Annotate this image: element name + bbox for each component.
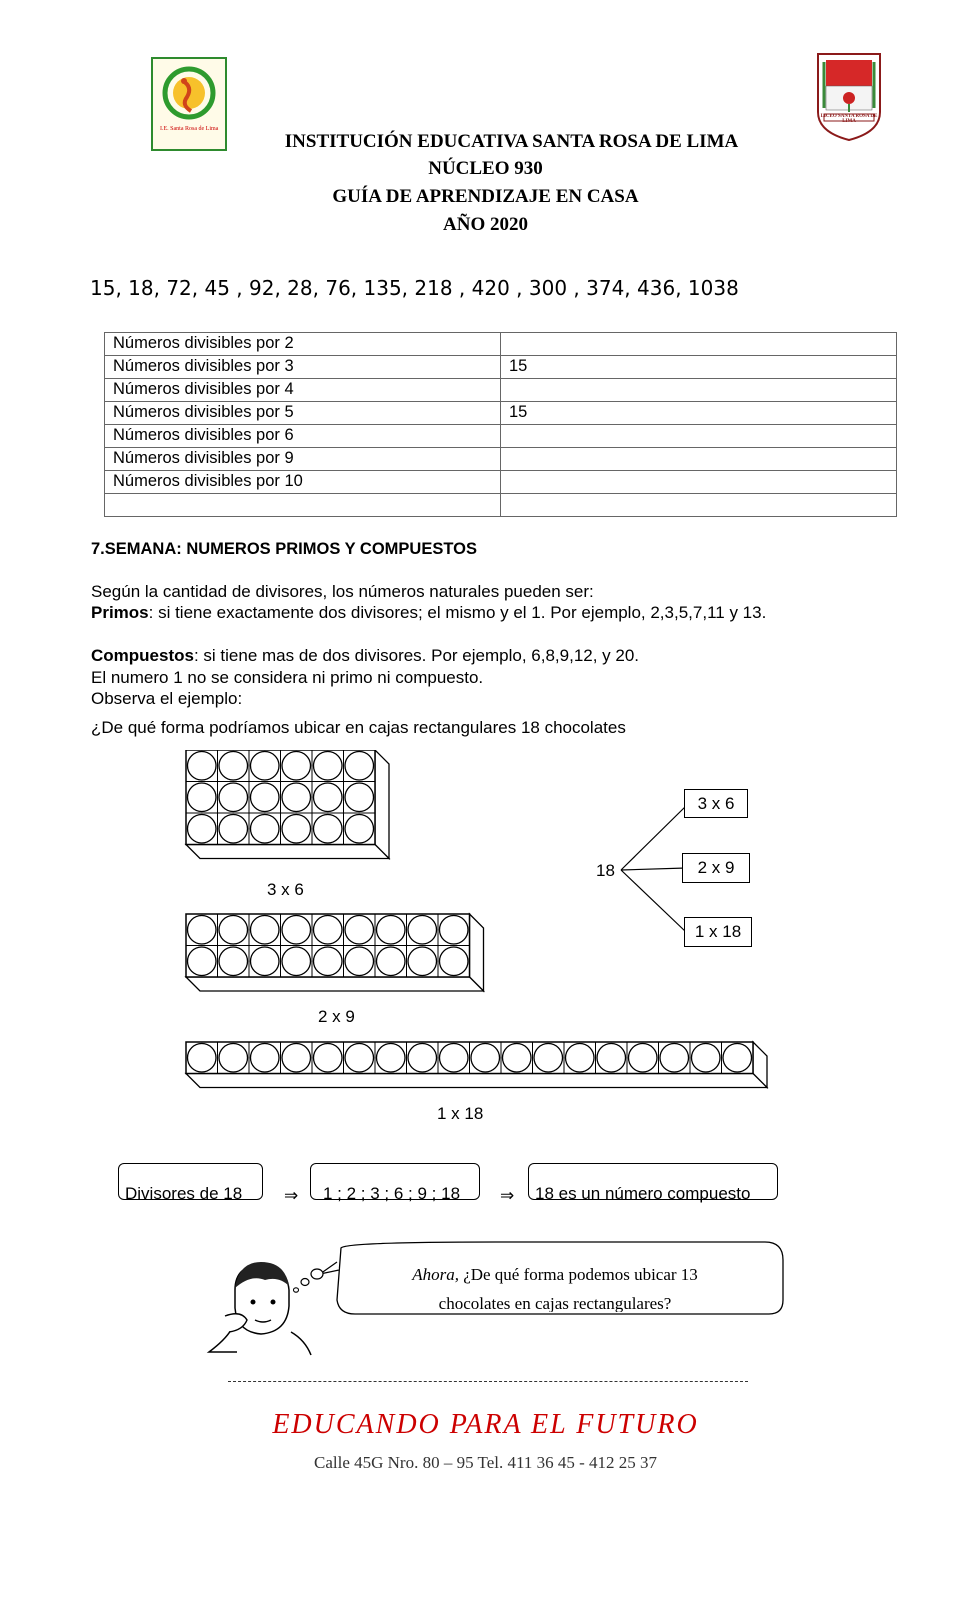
table-row: [105, 402, 897, 425]
table-row: [105, 356, 897, 379]
footer-divider: [228, 1381, 748, 1382]
divisores-label-box: [118, 1163, 263, 1203]
chocolate-piece: [282, 1044, 311, 1073]
row-label: Números divisibles por 9: [105, 448, 501, 471]
chocolate-piece: [219, 815, 248, 844]
bubble-line-2: chocolates en cajas rectangulares?: [438, 1294, 672, 1312]
note-one: El numero 1 no se considera ni primo ni compuesto.: [91, 668, 484, 687]
section-title: 7.SEMANA: NUMEROS PRIMOS Y COMPUESTOS: [91, 540, 477, 558]
row-value[interactable]: 15: [501, 402, 897, 425]
chocolate-piece: [188, 815, 217, 844]
row-value[interactable]: [501, 333, 897, 356]
arrow-icon: ⇒: [284, 1186, 299, 1205]
chocolate-piece: [314, 916, 343, 945]
divisores-list: 1 ; 2 ; 3 ; 6 ; 9 ; 18: [323, 1184, 461, 1203]
header-nucleo: NÚCLEO 930: [428, 158, 543, 179]
chocolate-piece: [251, 752, 280, 781]
footer-motto: EDUCANDO PARA EL FUTURO: [272, 1409, 699, 1440]
chocolate-piece: [440, 916, 469, 945]
chocolate-piece: [345, 752, 374, 781]
tree-branch-2x9: 2 x 9: [682, 853, 750, 883]
row-value[interactable]: [501, 448, 897, 471]
chocolate-piece: [345, 916, 374, 945]
tree-branch-3x6: 3 x 6: [684, 789, 748, 818]
chocolate-piece: [629, 1044, 658, 1073]
chocolate-piece: [440, 947, 469, 976]
observe-text: Observa el ejemplo:: [91, 689, 243, 708]
box-2x9: [186, 914, 484, 991]
tree-branch-1x18: 1 x 18: [684, 917, 752, 947]
chocolate-piece: [282, 815, 311, 844]
chocolate-piece: [188, 947, 217, 976]
chocolate-piece: [471, 1044, 500, 1073]
chocolate-piece: [188, 1044, 217, 1073]
chocolate-piece: [534, 1044, 563, 1073]
conclusion-box: [528, 1163, 778, 1203]
chocolate-piece: [314, 947, 343, 976]
row-value[interactable]: [501, 471, 897, 494]
chocolate-piece: [251, 815, 280, 844]
chocolate-piece: [440, 1044, 469, 1073]
chocolate-piece: [345, 815, 374, 844]
chocolate-piece: [188, 752, 217, 781]
chocolate-piece: [251, 1044, 280, 1073]
compuestos-text: : si tiene mas de dos divisores. Por ejemplo, 6,8,9,12, y 20.: [193, 646, 640, 665]
table-row: [105, 471, 897, 494]
chocolate-piece: [219, 1044, 248, 1073]
chocolate-piece: [377, 916, 406, 945]
chocolate-piece: [188, 783, 217, 812]
bubble-text: ¿De qué forma podemos ubicar 13: [458, 1265, 698, 1284]
chocolate-piece: [251, 783, 280, 812]
chocolate-piece: [219, 783, 248, 812]
row-label: Números divisibles por 4: [105, 379, 501, 402]
header-year: AÑO 2020: [443, 214, 528, 235]
primos-definition: [91, 602, 766, 623]
chocolate-piece: [219, 947, 248, 976]
school-shield-logo-right: [814, 50, 884, 142]
intro-text: Según la cantidad de divisores, los números naturales pueden ser:: [91, 582, 594, 601]
chocolate-piece: [408, 916, 437, 945]
chocolate-piece: [597, 1044, 626, 1073]
chocolate-piece: [251, 916, 280, 945]
row-label: Números divisibles por 6: [105, 425, 501, 448]
chocolate-piece: [251, 947, 280, 976]
box-3x6: [186, 750, 389, 859]
chocolate-piece: [314, 1044, 343, 1073]
chocolate-piece: [408, 947, 437, 976]
chocolate-piece: [219, 752, 248, 781]
box-1x18: [186, 1042, 767, 1088]
chocolate-piece: [566, 1044, 595, 1073]
table-row: [105, 379, 897, 402]
divisibility-table: [104, 332, 897, 517]
table-row: [105, 425, 897, 448]
conclusion-text: 18 es un número compuesto: [535, 1184, 751, 1203]
primos-text: : si tiene exactamente dos divisores; el mismo y el 1. Por ejemplo, 2,3,5,7,11 y 13.: [148, 603, 767, 622]
divisores-list-box: [310, 1163, 480, 1203]
row-value[interactable]: [501, 379, 897, 402]
row-label: Números divisibles por 2: [105, 333, 501, 356]
compuestos-term: Compuestos: [91, 646, 194, 665]
chocolate-piece: [345, 947, 374, 976]
chocolate-piece: [345, 1044, 374, 1073]
chocolate-piece: [723, 1044, 752, 1073]
chocolate-piece: [692, 1044, 721, 1073]
chocolate-piece: [314, 783, 343, 812]
footer-address: Calle 45G Nro. 80 – 95 Tel. 411 36 45 - 412 25 37: [313, 1453, 658, 1472]
chocolate-piece: [377, 947, 406, 976]
chocolate-piece: [188, 916, 217, 945]
table-row: [105, 448, 897, 471]
chocolate-piece: [408, 1044, 437, 1073]
chocolate-piece: [219, 916, 248, 945]
row-label: Números divisibles por 3: [105, 356, 501, 379]
chocolate-piece: [282, 916, 311, 945]
table-row: [105, 333, 897, 356]
right-logo-caption: LICEO SANTA ROSA DE LIMA: [820, 114, 878, 124]
numbers-list: 15, 18, 72, 45 , 92, 28, 76, 135, 218 , 420 , 300 , 374, 436, 1038: [90, 276, 739, 300]
primos-term: Primos: [91, 603, 149, 622]
table-row: [105, 494, 897, 517]
chocolate-piece: [377, 1044, 406, 1073]
chocolate-piece: [345, 783, 374, 812]
box-3x6-label: 3 x 6: [267, 880, 304, 899]
left-logo-caption: I.E. Santa Rosa de Lima: [160, 126, 219, 132]
header-institution: INSTITUCIÓN EDUCATIVA SANTA ROSA DE LIMA: [284, 131, 739, 152]
tree-root: 18: [596, 861, 615, 880]
header-guide: GUÍA DE APRENDIZAJE EN CASA: [332, 186, 639, 207]
divisores-label: Divisores de 18: [125, 1184, 243, 1203]
bubble-line-1: [345, 1265, 765, 1285]
chocolate-piece: [282, 947, 311, 976]
row-value[interactable]: [501, 494, 897, 517]
chocolate-piece: [503, 1044, 532, 1073]
row-label: Números divisibles por 10: [105, 471, 501, 494]
row-label: [105, 494, 501, 517]
box-1x18-label: 1 x 18: [437, 1104, 484, 1123]
row-value[interactable]: [501, 425, 897, 448]
compuestos-definition: [91, 645, 639, 666]
chocolate-piece: [282, 783, 311, 812]
row-value[interactable]: 15: [501, 356, 897, 379]
question-text: ¿De qué forma podríamos ubicar en cajas rectangulares 18 chocolates: [91, 718, 626, 737]
chocolate-piece: [660, 1044, 689, 1073]
row-label: Números divisibles por 5: [105, 402, 501, 425]
box-2x9-label: 2 x 9: [318, 1007, 355, 1026]
chocolate-piece: [314, 752, 343, 781]
arrow-icon: ⇒: [500, 1186, 515, 1205]
chocolate-piece: [314, 815, 343, 844]
chocolate-piece: [282, 752, 311, 781]
bubble-emphasis: Ahora,: [412, 1265, 459, 1284]
